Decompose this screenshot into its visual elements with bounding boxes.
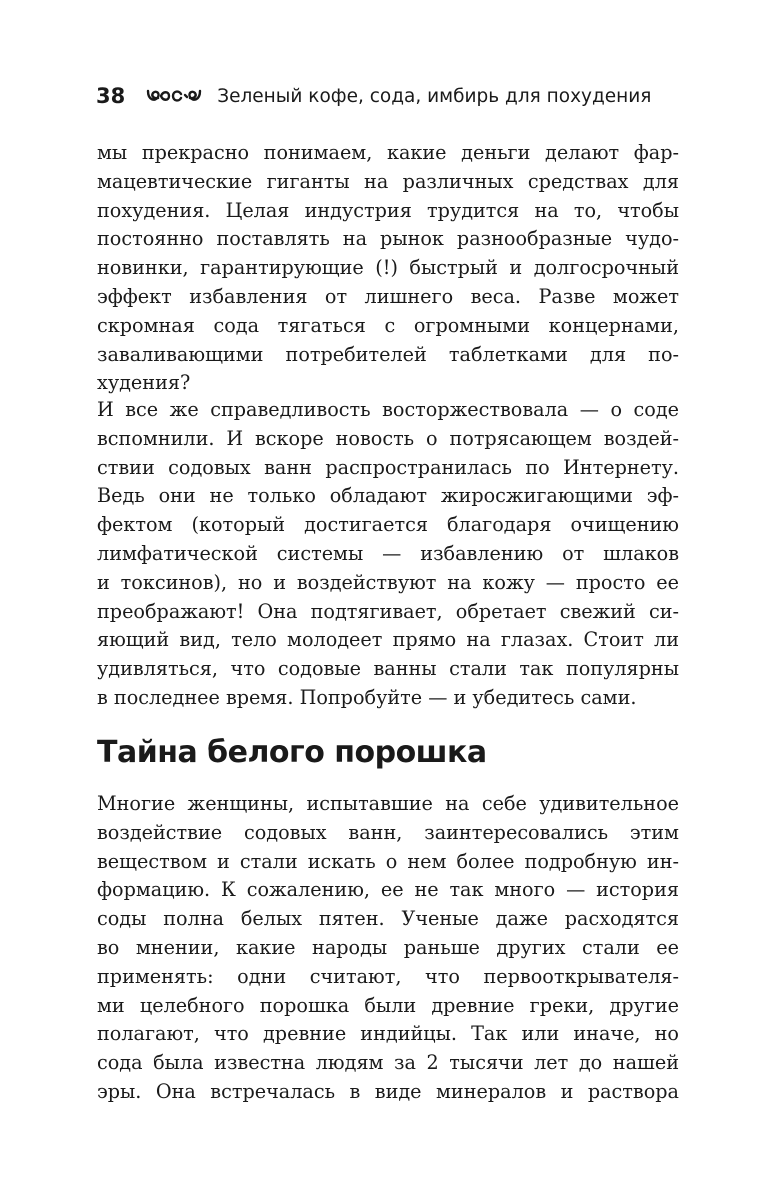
text-line: мы прекрасно понимаем, какие деньги делают фар-	[97, 141, 679, 164]
text-line: Многие женщины, испытавшие на себе удивительное	[97, 792, 679, 815]
text-line: соды полна белых пятен. Ученые даже расходятся	[97, 907, 679, 931]
text-line: заваливающими потребителей таблетками для по-	[97, 342, 679, 366]
paragraph-1	[97, 139, 679, 398]
text-line: фектом (который достигается благодаря очищению	[97, 513, 679, 537]
text-line: ми целебного порошка были древние греки, другие	[97, 993, 679, 1017]
text-line: ствии содовых ванн распространилась по Интернету.	[97, 455, 679, 479]
page-number: 38	[96, 84, 126, 108]
text-line: И все же справедливость восторжествовала — о соде	[97, 398, 679, 421]
text-line: вспомнили. И вскоре новость о потрясающем воздей-	[97, 426, 679, 450]
text-line: веществом и стали искать о нем более подробную ин-	[97, 849, 679, 873]
text-line: преображают! Она подтягивает, обретает свежий си-	[97, 599, 679, 623]
text-line: похудения. Целая индустрия трудится на то, чтобы	[97, 198, 679, 222]
text-line: эры. Она встречалась в виде минералов и раствора	[97, 1079, 679, 1103]
text-line: скромная сода тягаться с огромными концернами,	[97, 313, 679, 337]
text-line: яющий вид, тело молодеет прямо на глазах. Стоит ли	[97, 628, 679, 652]
text-line: полагают, что древние индийцы. Так или иначе, но	[97, 1022, 679, 1046]
text-line: постоянно поставлять на рынок разнообразные чудо-	[97, 227, 679, 251]
text-line: применять: одни считают, что первооткрывателя-	[97, 964, 679, 988]
text-line: мацевтические гиганты на различных средствах для	[97, 169, 679, 193]
text-line: во мнении, какие народы раньше других стали ее	[97, 935, 679, 959]
floral-ornament-icon	[145, 86, 203, 106]
running-head	[96, 80, 686, 112]
running-title: Зеленый кофе, сода, имбирь для похудения	[217, 85, 652, 107]
text-line: в последнее время. Попробуйте — и убедитесь сами.	[97, 685, 637, 709]
text-line: эффект избавления от лишнего веса. Разве может	[97, 284, 679, 308]
text-line: новинки, гарантирующие (!) быстрый и долгосрочный	[97, 256, 679, 280]
text-line: худения?	[97, 371, 191, 395]
text-line: лимфатической системы — избавлению от шлаков	[97, 541, 679, 565]
section-heading: Тайна белого порошка	[97, 735, 487, 770]
text-line: формацию. К сожалению, ее не так много — история	[97, 878, 679, 902]
text-line: и токсинов), но и воздействуют на кожу — просто ее	[97, 570, 679, 594]
text-line: сода была известна людям за 2 тысячи лет до нашей	[97, 1051, 679, 1075]
paragraph-2	[97, 396, 679, 713]
section-paragraph	[97, 790, 679, 1107]
text-line: Ведь они не только обладают жиросжигающими эф-	[97, 484, 679, 508]
text-line: воздействие содовых ванн, заинтересовались этим	[97, 820, 679, 844]
text-line: удивляться, что содовые ванны стали так популярны	[97, 657, 679, 681]
